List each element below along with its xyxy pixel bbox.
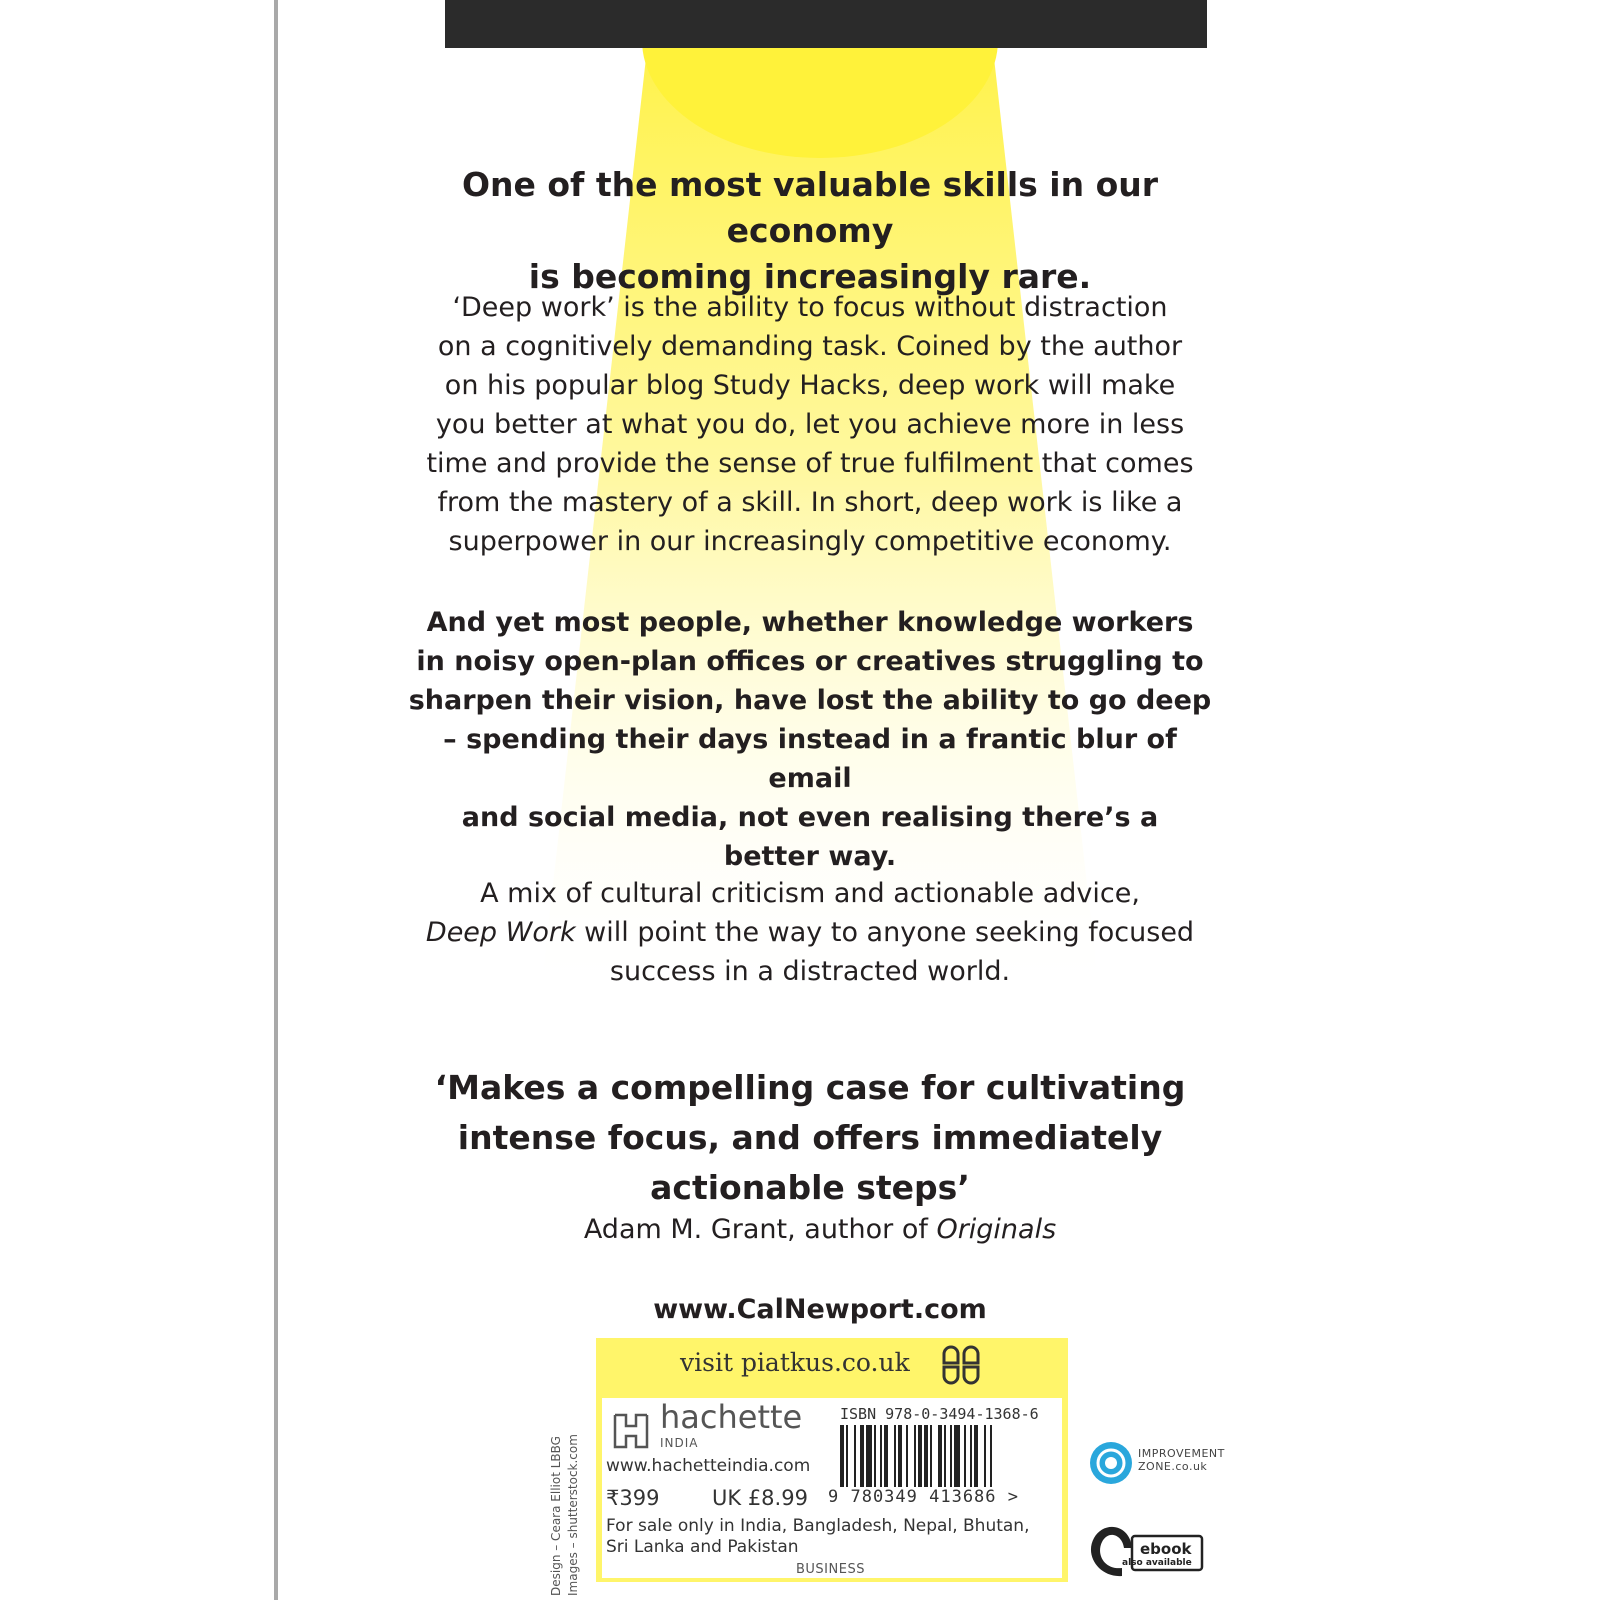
headline-line: is becoming increasingly rare.	[528, 257, 1092, 296]
improvement-zone-logo-icon	[1088, 1440, 1134, 1486]
text-line: ‘Deep work’ is the ability to focus without distraction	[452, 292, 1168, 323]
author-website: www.CalNewport.com	[653, 1294, 987, 1325]
design-credit: Design – Ceara Elliot LBBG	[549, 1436, 563, 1596]
hachette-logo-icon	[612, 1412, 650, 1450]
bold-paragraph	[400, 603, 1220, 876]
text-line: better way.	[723, 841, 897, 872]
isbn-number: ISBN 978-0-3494-1368-6	[840, 1405, 1039, 1423]
publisher-url: www.hachetteindia.com	[606, 1456, 811, 1476]
attribution-prefix: Adam M. Grant, author of	[583, 1214, 937, 1245]
text-line: sharpen their vision, have lost the ability to go deep	[408, 685, 1212, 716]
quote-line: intense focus, and offers immediately	[457, 1118, 1163, 1157]
headline-line: One of the most valuable skills in our economy	[461, 165, 1159, 250]
improvement-zone-line: IMPROVEMENT	[1138, 1447, 1225, 1460]
text-line: success in a distracted world.	[609, 956, 1011, 987]
text-line: on a cognitively demanding task. Coined by the author	[437, 331, 1183, 362]
visit-piatkus-text: visit piatkus.co.uk	[680, 1348, 910, 1377]
text-line: time and provide the sense of true fulfilment that comes	[426, 448, 1194, 479]
sale-territory-note: For sale only in India, Bangladesh, Nepal, Bhutan, Sri Lanka and Pakistan	[606, 1516, 1030, 1557]
design-credits	[548, 1434, 582, 1596]
text-line: in noisy open-plan offices or creatives struggling to	[416, 646, 1204, 677]
attribution-book: Originals	[936, 1214, 1057, 1245]
summary-paragraph	[395, 874, 1225, 991]
improvement-zone-line: ZONE.co.uk	[1138, 1460, 1208, 1473]
barcode-icon	[840, 1425, 1036, 1487]
price-uk: UK £8.99	[712, 1486, 808, 1510]
text-line: and social media, not even realising there’s a	[461, 802, 1159, 833]
quote-attribution	[420, 1212, 1220, 1248]
ebook-label: ebook	[1140, 1540, 1192, 1558]
ebook-sublabel: also available	[1122, 1558, 1192, 1568]
text-line: superpower in our increasingly competitive economy.	[448, 526, 1172, 557]
headline	[395, 162, 1225, 300]
review-quote	[420, 1063, 1200, 1213]
text-line	[395, 913, 1225, 952]
description-paragraph	[395, 288, 1225, 561]
quote-line: ‘Makes a compelling case for cultivating	[434, 1068, 1186, 1107]
price-inr: ₹399	[606, 1486, 660, 1510]
text-line: – spending their days instead in a frantic blur of email	[443, 724, 1177, 794]
barcode-digits: 9 780349 413686 >	[828, 1487, 1019, 1507]
publisher-name: hachette	[660, 1398, 803, 1436]
text-line: you better at what you do, let you achieve more in less	[435, 409, 1185, 440]
text-fragment: will point the way to anyone seeking focused	[575, 917, 1195, 948]
text-line: on his popular blog Study Hacks, deep work will make	[444, 370, 1176, 401]
images-credit: Images – shutterstock.com	[566, 1434, 580, 1596]
text-line: from the mastery of a skill. In short, deep work is like a	[437, 487, 1183, 518]
top-dark-band	[445, 0, 1207, 48]
book-category: BUSINESS	[796, 1562, 865, 1577]
improvement-zone-text	[1138, 1447, 1225, 1473]
quote-line: actionable steps’	[650, 1168, 970, 1207]
text-line: And yet most people, whether knowledge workers	[426, 607, 1194, 638]
book-title: Deep Work	[425, 917, 576, 948]
piatkus-logo-icon	[940, 1344, 982, 1386]
publisher-region: INDIA	[660, 1436, 699, 1450]
text-line: A mix of cultural criticism and actionable advice,	[480, 878, 1140, 909]
